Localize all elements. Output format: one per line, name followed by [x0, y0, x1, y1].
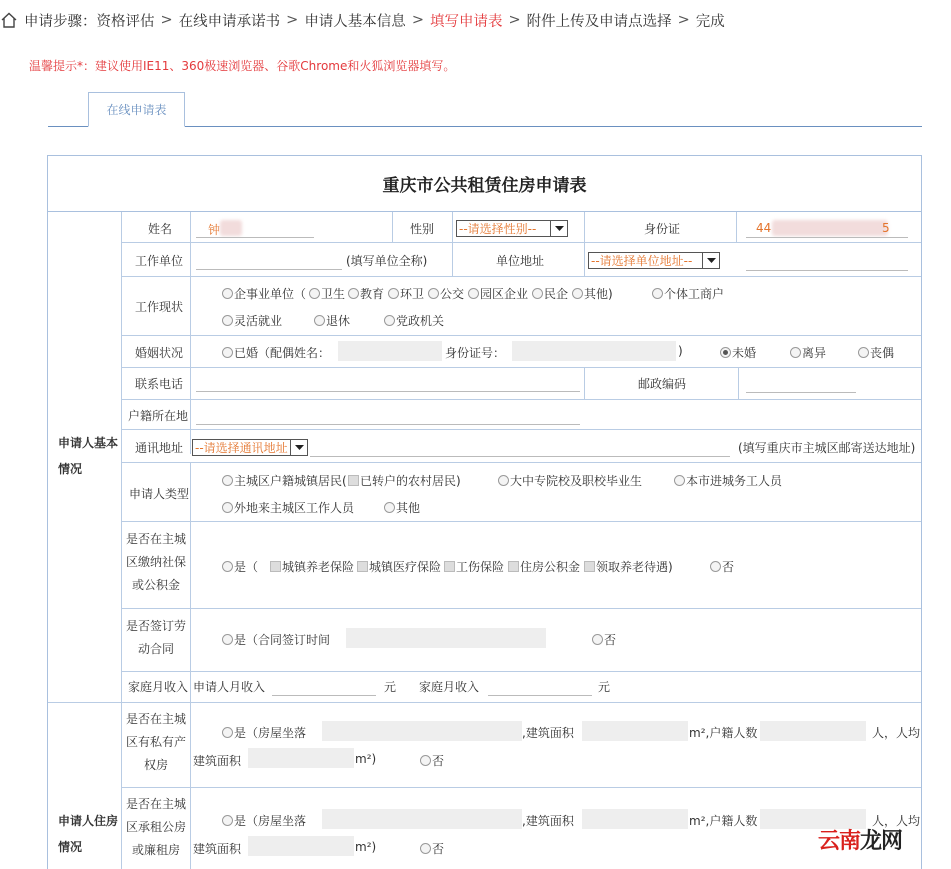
employer-address-label: 单位地址	[496, 254, 545, 268]
tab-online-form[interactable]: 在线申请表	[88, 92, 185, 127]
applicant-type-label: 申请人类型	[129, 487, 190, 501]
name-value: 钟	[208, 223, 221, 237]
step-1: 资格评估	[96, 13, 155, 30]
work-status-health[interactable]: 卫生	[309, 285, 345, 302]
steps-prefix: 申请步骤：	[24, 13, 97, 30]
private-property-label: 是否在主城 区有私有产 权房	[125, 712, 186, 772]
chevron-down-icon	[550, 221, 567, 236]
private-per-capita-label: 人，人均	[872, 726, 921, 740]
phone-label: 联系电话	[135, 377, 184, 391]
radio-icon	[572, 288, 583, 299]
radio-icon	[222, 561, 233, 572]
type-rural-converted[interactable]: 已转户的农村居民)	[348, 472, 461, 489]
public-per-area-label: 建筑面积	[193, 842, 242, 856]
employer-address-input[interactable]	[746, 270, 908, 271]
radio-icon	[790, 347, 801, 358]
family-income-field-label: 家庭月收入	[419, 680, 480, 694]
grid-line	[738, 367, 739, 399]
form-title: 重庆市公共租赁住房申请表	[48, 156, 921, 212]
grid-line	[121, 462, 922, 463]
family-income-label: 家庭月收入	[128, 680, 189, 694]
private-household-label: m²,户籍人数	[689, 726, 758, 740]
step-3: 申请人基本信息	[304, 13, 406, 30]
private-location-input[interactable]	[322, 721, 522, 741]
grid-line	[392, 212, 393, 242]
marital-divorced[interactable]: 离异	[790, 344, 826, 361]
private-per-area-input[interactable]	[248, 748, 354, 768]
radio-icon	[468, 288, 479, 299]
postcode-label: 邮政编码	[638, 377, 687, 391]
employer-label: 工作单位	[135, 254, 184, 268]
work-status-government[interactable]: 党政机关	[384, 312, 444, 329]
name-label: 姓名	[148, 222, 173, 236]
hukou-label: 户籍所在地	[128, 409, 189, 423]
type-nonlocal-worker[interactable]: 外地来主城区工作人员	[222, 499, 354, 516]
applicant-income-input[interactable]	[272, 695, 376, 696]
grid-line	[121, 608, 922, 609]
public-area-input[interactable]	[582, 809, 688, 829]
mail-address-select[interactable]: --请选择通讯地址	[192, 439, 308, 456]
grid-line	[121, 276, 922, 277]
grid-line	[121, 521, 922, 522]
contract-yes[interactable]: 是（合同签订时间	[222, 631, 330, 648]
checkbox-icon	[444, 561, 455, 572]
marital-married[interactable]: 已婚（配偶姓名：	[222, 344, 330, 361]
public-household-label: m²,户籍人数	[689, 814, 758, 828]
social-pension-receiving[interactable]: 领取养老待遇)	[584, 558, 673, 575]
type-other[interactable]: 其他	[384, 499, 420, 516]
work-status-enterprise[interactable]: 企事业单位（	[222, 285, 306, 302]
work-status-flexible[interactable]: 灵活就业	[222, 312, 282, 329]
public-per-area-unit: m²)	[355, 840, 377, 854]
public-rental-label: 是否在主城 区承租公房 或廉租房	[125, 797, 186, 857]
public-no[interactable]: 否	[420, 840, 444, 857]
private-no[interactable]: 否	[420, 752, 444, 769]
id-label: 身份证	[644, 222, 681, 236]
grid-line	[121, 242, 922, 243]
application-form	[47, 155, 922, 869]
step-2: 在线申请承诺书	[178, 13, 281, 30]
marital-single[interactable]: 未婚	[720, 344, 756, 361]
checkbox-icon	[508, 561, 519, 572]
marital-close: )	[678, 344, 683, 358]
radio-icon	[348, 288, 359, 299]
grid-line	[584, 212, 585, 242]
private-area-label: ,建筑面积	[522, 726, 574, 740]
site-watermark-logo: 云南龙网	[818, 828, 903, 854]
private-per-area-unit: m²)	[355, 752, 377, 766]
radio-icon	[674, 475, 685, 486]
mail-address-hint: (填写重庆市主城区邮寄送达地址)	[738, 441, 916, 455]
radio-icon	[858, 347, 869, 358]
public-location-input[interactable]	[322, 809, 522, 829]
home-icon[interactable]	[0, 11, 18, 29]
applicant-income-unit: 元	[384, 680, 397, 694]
private-household-input[interactable]	[760, 721, 866, 741]
type-graduate[interactable]: 大中专院校及职校毕业生	[498, 472, 642, 489]
hukou-input[interactable]	[196, 424, 580, 425]
grid-line	[121, 399, 922, 400]
radio-icon	[592, 634, 603, 645]
public-area-label: ,建筑面积	[522, 814, 574, 828]
chevron-down-icon	[702, 253, 719, 268]
name-redaction	[220, 220, 242, 236]
radio-icon	[309, 288, 320, 299]
grid-line	[736, 212, 737, 242]
social-injury[interactable]: 工伤保险	[444, 558, 504, 575]
work-status-self-employed[interactable]: 个体工商户	[652, 285, 724, 302]
grid-line	[121, 787, 922, 788]
checkbox-icon	[584, 561, 595, 572]
social-medical[interactable]: 城镇医疗保险	[357, 558, 441, 575]
radio-icon	[420, 755, 431, 766]
employer-address-select[interactable]: --请选择单位地址--	[588, 252, 720, 269]
social-security-label: 是否在主城 区缴纳社保 或公积金	[125, 532, 186, 592]
step-6: 完成	[695, 13, 725, 30]
applicant-income-label: 申请人月收入	[193, 680, 266, 694]
public-yes[interactable]: 是（房屋坐落	[222, 812, 306, 829]
radio-icon	[498, 475, 509, 486]
grid-line	[584, 242, 585, 276]
step-5: 附件上传及申请点选择	[526, 13, 672, 30]
phone-input[interactable]	[196, 391, 580, 392]
work-status-retired[interactable]: 退休	[314, 312, 350, 329]
grid-line	[121, 335, 922, 336]
radio-icon	[222, 475, 233, 486]
mail-address-label: 通讯地址	[135, 441, 184, 455]
radio-icon	[222, 815, 233, 826]
id-input[interactable]	[746, 237, 908, 238]
grid-line	[121, 429, 922, 430]
work-status-park[interactable]: 园区企业	[468, 285, 528, 302]
checkbox-icon	[348, 475, 359, 486]
step-separator: >	[677, 12, 690, 28]
chevron-down-icon	[290, 440, 307, 455]
spouse-name-input[interactable]	[338, 341, 442, 361]
radio-icon	[222, 315, 233, 326]
work-status-private[interactable]: 民企	[532, 285, 568, 302]
step-breadcrumb	[0, 8, 725, 32]
grid-line	[452, 242, 453, 276]
label-divider	[190, 212, 191, 454]
spouse-id-label: 身份证号：	[445, 346, 506, 360]
contract-date-input[interactable]	[346, 628, 546, 648]
radio-icon	[222, 634, 233, 645]
radio-icon	[420, 843, 431, 854]
social-housing-fund[interactable]: 住房公积金	[508, 558, 580, 575]
social-pension[interactable]: 城镇养老保险	[270, 558, 354, 575]
step-separator: >	[160, 12, 173, 28]
step-separator: >	[286, 12, 299, 28]
grid-line	[121, 671, 922, 672]
grid-line	[121, 367, 922, 368]
public-per-area-input[interactable]	[248, 836, 354, 856]
postcode-input[interactable]	[746, 392, 856, 393]
browser-tip: 温馨提示*：建议使用IE11、360极速浏览器、谷歌Chrome和火狐浏览器填写。	[29, 59, 456, 73]
label-divider	[190, 702, 191, 869]
grid-line	[452, 212, 453, 242]
step-separator: >	[411, 12, 424, 28]
checkbox-icon	[357, 561, 368, 572]
private-area-input[interactable]	[582, 721, 688, 741]
gender-label: 性别	[410, 222, 435, 236]
radio-icon	[428, 288, 439, 299]
step-4-active: 填写申请表	[429, 13, 503, 30]
gender-select[interactable]: --请选择性别--	[456, 220, 568, 237]
grid-line	[48, 702, 922, 703]
radio-icon	[652, 288, 663, 299]
radio-icon	[314, 315, 325, 326]
radio-selected-icon	[720, 347, 731, 358]
work-status-education[interactable]: 教育	[348, 285, 384, 302]
employer-input[interactable]	[196, 269, 342, 270]
spouse-id-input[interactable]	[512, 341, 676, 361]
public-per-capita-label: 人，人均	[872, 814, 921, 828]
family-income-unit: 元	[598, 680, 611, 694]
work-status-bus[interactable]: 公交	[428, 285, 464, 302]
radio-icon	[384, 315, 395, 326]
section-housing-info: 申请人住房 情况	[58, 814, 119, 854]
name-input[interactable]	[196, 237, 314, 238]
type-urban-resident[interactable]: 主城区户籍城镇居民(	[222, 472, 347, 489]
id-redaction	[772, 220, 888, 236]
step-separator: >	[508, 12, 521, 28]
radio-icon	[222, 502, 233, 513]
employer-hint: (填写单位全称)	[346, 254, 428, 268]
label-divider	[190, 462, 191, 702]
id-value-end: 5	[882, 221, 890, 235]
social-no[interactable]: 否	[710, 558, 734, 575]
private-per-area-label: 建筑面积	[193, 754, 242, 768]
family-income-input[interactable]	[488, 695, 592, 696]
checkbox-icon	[270, 561, 281, 572]
private-yes[interactable]: 是（房屋坐落	[222, 724, 306, 741]
radio-icon	[222, 347, 233, 358]
contract-no[interactable]: 否	[592, 631, 616, 648]
work-status-label: 工作现状	[135, 300, 184, 314]
social-yes[interactable]: 是（	[222, 558, 258, 575]
section-basic-info: 申请人基本 情况	[58, 436, 119, 476]
radio-icon	[388, 288, 399, 299]
mail-address-input[interactable]	[310, 456, 730, 457]
radio-icon	[710, 561, 721, 572]
id-value: 44	[756, 221, 772, 235]
type-migrant-worker[interactable]: 本市进城务工人员	[674, 472, 782, 489]
radio-icon	[222, 288, 233, 299]
work-status-other[interactable]: 其他)	[572, 285, 613, 302]
marital-label: 婚姻状况	[135, 346, 184, 360]
radio-icon	[384, 502, 395, 513]
work-status-sanitation[interactable]: 环卫	[388, 285, 424, 302]
labor-contract-label: 是否签订劳 动合同	[125, 619, 186, 656]
radio-icon	[532, 288, 543, 299]
marital-widowed[interactable]: 丧偶	[858, 344, 894, 361]
grid-line	[584, 367, 585, 399]
radio-icon	[222, 727, 233, 738]
